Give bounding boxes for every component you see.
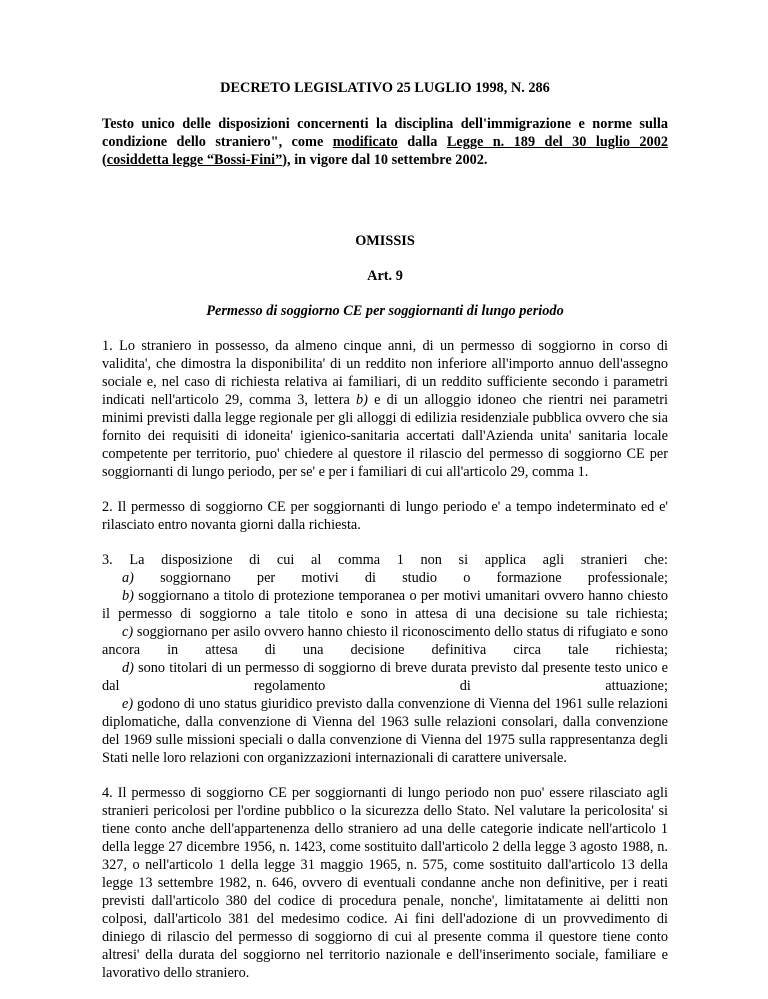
list-item-text: sono titolari di un permesso di soggiorno di breve durata previsto dal presente testo unico e dal regolamento di attuazione; xyxy=(102,660,668,694)
list-item-text: soggiornano per asilo ovvero hanno chiesto il riconoscimento dello status di rifugiato e sono ancora in attesa di una decisione definitiva circa tale richiesta; xyxy=(102,624,668,658)
paragraph-3-lead: 3. La disposizione di cui al comma 1 non si applica agli stranieri che: xyxy=(102,552,668,568)
list-item-text: soggiornano a titolo di protezione temporanea o per motivi umanitari ovvero hanno chiesto il permesso di soggiorno a tale titolo e sono in attesa di una decisione su tale richiesta; xyxy=(102,588,668,622)
list-item-letter: e) xyxy=(122,696,134,712)
document-page xyxy=(102,79,668,999)
document-title: DECRETO LEGISLATIVO 25 LUGLIO 1998, N. 286 xyxy=(220,80,550,96)
list-item xyxy=(102,695,668,767)
paragraph-4: 4. Il permesso di soggiorno CE per soggiornanti di lungo periodo non puo' essere rilasciato agli stranieri pericolosi per l'ordine pubblico o la sicurezza dello Stato. Nel valutare la pericolosita' si tiene conto anche dell'appartenenza dello straniero ad una delle categorie indicate nell'articolo 1 della legge 27 dicembre 1956, n. 1423, come sostituito dall'articolo 2 della legge 3 agosto 1988, n. 327, o nell'articolo 1 della legge 31 maggio 1965, n. 575, come sostituito dall'articolo 13 della legge 13 settembre 1982, n. 646, ovvero di eventuali condanne anche non definitive, per i reati previsti dall'articolo 380 del codice di procedura penale, nonche', limitatamente ai delitti non colposi, dall'articolo 381 del medesimo codice. Ai fini dell'adozione di un provvedimento di diniego di rilascio del permesso di soggiorno di cui al presente comma il questore tiene conto altresi' della durata del soggiorno nel territorio nazionale e dell'inserimento sociale, familiare e lavorativo dello straniero. xyxy=(102,785,668,981)
paragraph-2: 2. Il permesso di soggiorno CE per soggiornanti di lungo periodo e' a tempo indeterminato ed e' rilasciato entro novanta giorni dalla richiesta. xyxy=(102,499,668,533)
subtitle-text-4: ), in vigore dal 10 settembre 2002. xyxy=(282,152,488,168)
article-title: Permesso di soggiorno CE per soggiornanti di lungo periodo xyxy=(206,303,564,319)
list-item-letter: c) xyxy=(122,624,134,640)
subtitle-text-2: dalla xyxy=(397,134,447,150)
legge-189-link[interactable]: Legge n. 189 del 30 luglio 2002 xyxy=(446,134,669,150)
list-item xyxy=(102,587,668,623)
list-item-letter: d) xyxy=(122,660,134,676)
subtitle-text-3: ( xyxy=(102,152,107,168)
omissis-heading: OMISSIS xyxy=(355,233,415,249)
paragraph-1-text-b: e di un alloggio idoneo che rientri nei parametri minimi previsti dalla legge regionale per gli alloggi di edilizia residenziale pubblica ovvero che sia fornito dei requisiti di idoneita' igienico-sanitaria accertati dall'Azienda unita' sanitaria locale competente per territorio, puo' chiedere al questore il rilascio del permesso di soggiorno CE per soggiornanti di lungo periodo, per se' e per i familiari di cui all'articolo 29, comma 1. xyxy=(102,392,668,480)
article-number: Art. 9 xyxy=(367,268,403,284)
paragraph-1-text-a: 1. Lo straniero in possesso, da almeno cinque anni, di un permesso di soggiorno in corso di validita', che dimostra la disponibilita' di un reddito non inferiore all'importo annuo dell'assegno sociale e, nel caso di richiesta relativa ai familiari, di un reddito sufficiente secondo i parametri indicati nell'articolo 29, comma 3, lettera xyxy=(102,338,668,408)
document-subtitle xyxy=(102,115,668,169)
list-item-text: soggiornano per motivi di studio o formazione professionale; xyxy=(133,570,668,586)
subtitle-text-1: Testo unico delle disposizioni concernenti la disciplina dell'immigrazione e norme sulla condizione dello straniero", come xyxy=(102,116,668,150)
modificato-link[interactable]: modificato xyxy=(332,134,398,150)
bossi-fini-link[interactable]: cosiddetta legge “Bossi-Fini” xyxy=(106,152,283,168)
list-item xyxy=(102,623,668,659)
paragraph-1-letter: b) xyxy=(355,392,368,408)
paragraph-3 xyxy=(102,551,668,767)
list-item-text: godono di uno status giuridico previsto dalla convenzione di Vienna del 1961 sulle relazioni diplomatiche, dalla convenzione di Vienna del 1963 sulle relazioni consolari, dalla convenzione del 1969 sulle missioni speciali o dalla convenzione di Vienna del 1975 sulla rappresentanza degli Stati nelle loro relazioni con organizzazioni internazionali di carattere universale. xyxy=(102,696,668,766)
list-item xyxy=(102,569,668,587)
paragraph-1 xyxy=(102,337,668,481)
list-item-letter: b) xyxy=(122,588,134,604)
list-item xyxy=(102,659,668,695)
list-item-letter: a) xyxy=(122,570,134,586)
